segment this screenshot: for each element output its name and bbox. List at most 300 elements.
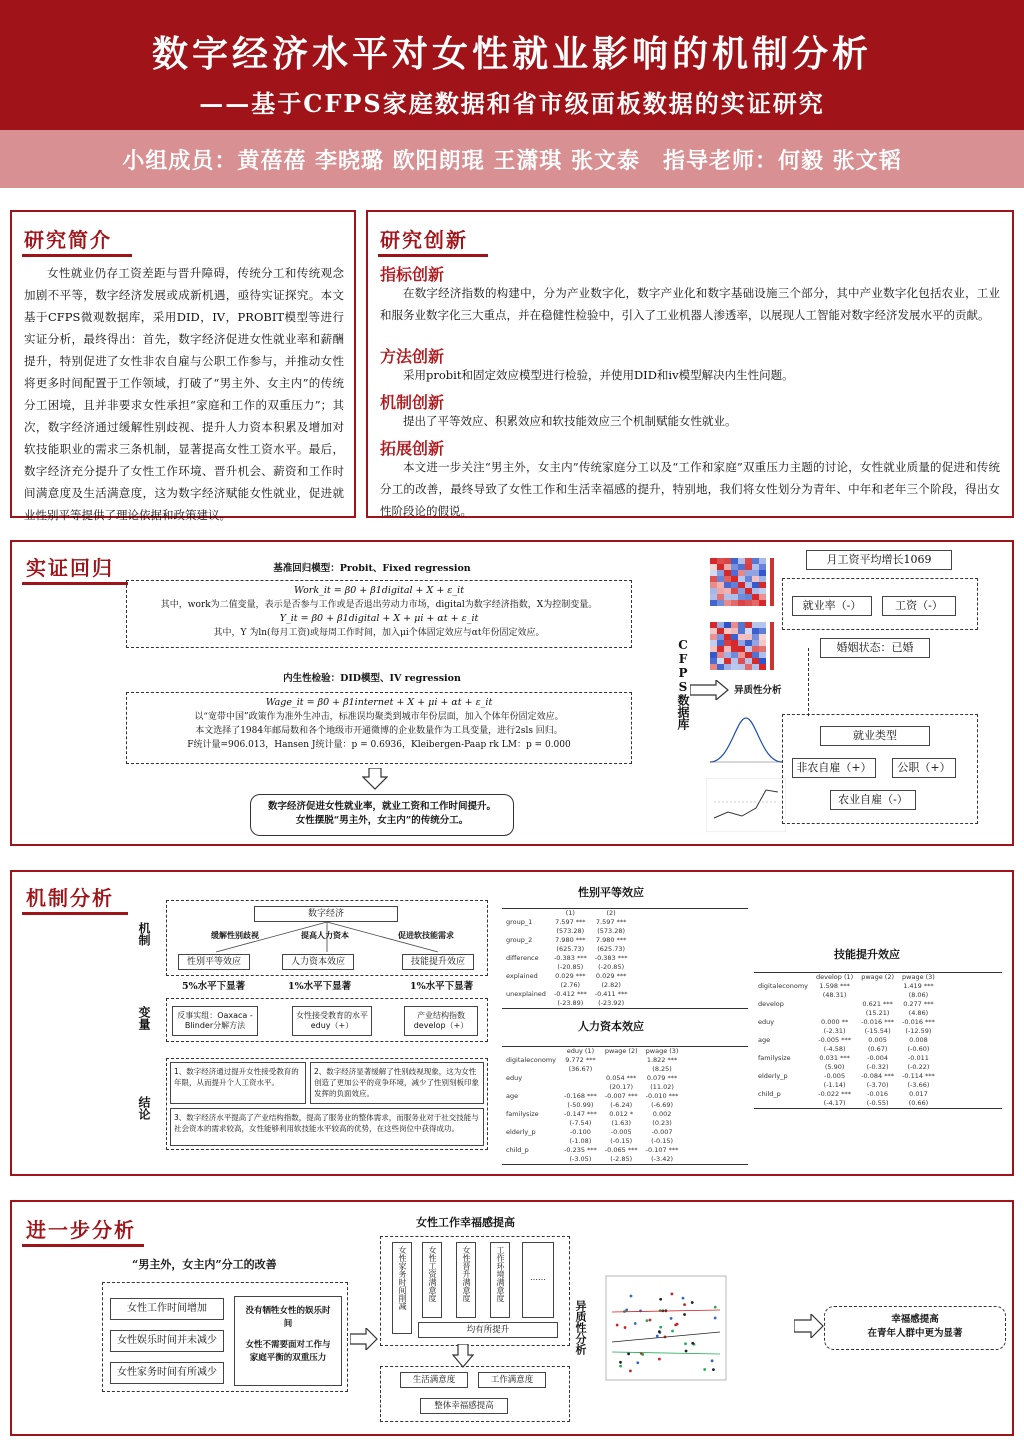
heatmap-cell <box>724 652 731 658</box>
table-cell: (-23.92) <box>598 999 625 1007</box>
table-cell: 0.017 <box>909 1090 928 1098</box>
heatmap-cell <box>710 570 717 576</box>
table3-title: 技能提升效应 <box>834 948 900 961</box>
table-row <box>502 963 632 972</box>
scatter-point <box>691 1342 694 1345</box>
table-cell: (-0.55) <box>866 1099 889 1107</box>
table-cell: 1.419 *** <box>903 982 934 990</box>
table-cell: 0.012 * <box>609 1110 634 1118</box>
table-row <box>502 1128 682 1137</box>
table-row <box>754 1090 939 1099</box>
table-row <box>754 1036 939 1045</box>
table-cell <box>857 982 898 991</box>
side-label-var: 变量 <box>137 1006 151 1030</box>
scatter-point <box>703 1368 706 1371</box>
heatmap-cell <box>752 640 759 646</box>
table-cell <box>502 1101 560 1110</box>
table-cell: -0.022 *** <box>818 1090 851 1098</box>
table-cell: 9.772 *** <box>565 1056 596 1064</box>
table-cell: elderly_p <box>758 1072 788 1080</box>
happy-col-5: …… <box>522 1242 554 1318</box>
heatmap-cell <box>745 652 752 658</box>
scatter-point <box>670 1293 673 1296</box>
heatmap-cell <box>759 634 766 640</box>
channel-2: 提高人力资本 <box>301 931 349 940</box>
scatter-point <box>685 1350 688 1353</box>
heatmap-cell <box>752 570 759 576</box>
table-cell: (-0.15) <box>610 1137 633 1145</box>
tag-agri: 农业自雇（-） <box>830 790 916 810</box>
table-row <box>754 1063 939 1072</box>
table-cell: (-15.54) <box>864 1027 891 1035</box>
heatmap-cell <box>731 622 738 628</box>
table-cell <box>812 1000 857 1009</box>
table-cell: (-23.89) <box>557 999 584 1007</box>
empirical-title: 实证回归 <box>26 556 114 580</box>
table-row <box>502 1083 682 1092</box>
tag-job-type: 就业类型 <box>820 726 930 746</box>
table-cell: 0.002 <box>652 1110 672 1118</box>
table-cell: (-50.99) <box>567 1101 594 1109</box>
left-item-3: 女性家务时间有所减少 <box>110 1362 224 1384</box>
heatmap-cell <box>738 640 745 646</box>
heatmap-cell <box>717 588 724 594</box>
table-cell: (-3.05) <box>569 1155 592 1163</box>
heatmap-cell <box>710 634 717 640</box>
tag-public: 公职（+） <box>892 758 956 778</box>
table1 <box>502 908 748 1009</box>
table-cell: 0.079 *** <box>646 1074 678 1082</box>
table-row <box>502 981 632 990</box>
heatmap-cell <box>745 646 752 652</box>
table-cell: 0.277 *** <box>903 1000 934 1008</box>
heatmap-cell <box>717 582 724 588</box>
heatmap-cell <box>738 646 745 652</box>
table-cell: (8.06) <box>908 991 929 999</box>
further-arrow-3-icon <box>794 1314 824 1338</box>
poster-subtitle: ——基于CFPS家庭数据和省市级面板数据的实证研究 <box>199 89 825 118</box>
table-cell: group_2 <box>506 936 533 944</box>
heatmap-cell <box>752 576 759 582</box>
heatmap-cell <box>717 622 724 628</box>
mech-conc-3: 3、数字经济水平提高了产业结构指数，提高了服务业的整体需求，而服务业对于社交技能与社会资本的需求较高，女性能够利用软技能水平较高的优势，在这些岗位中获得成功。 <box>170 1108 484 1146</box>
heatmap-cell <box>759 664 766 670</box>
heatmap-cell <box>745 600 752 606</box>
table-cell: -0.007 *** <box>604 1092 638 1100</box>
further-panel <box>10 1200 1014 1436</box>
heatmap-cell <box>745 628 752 634</box>
table-cell <box>601 1056 642 1065</box>
table-cell: -0.005 <box>824 1072 846 1080</box>
table-cell: (-4.17) <box>823 1099 846 1107</box>
heatmap-cell <box>724 640 731 646</box>
scatter-point <box>625 1309 628 1312</box>
table-cell: 7.597 *** <box>555 918 586 926</box>
left-mid-box <box>234 1296 342 1386</box>
table-cell: -0.016 <box>867 1090 889 1098</box>
table-cell: (5.90) <box>824 1063 845 1071</box>
channel-1: 缓解性别歧视 <box>211 931 259 940</box>
heatmap-cell <box>738 658 745 664</box>
table-cell: 0.031 *** <box>819 1054 850 1062</box>
heatmap-cell <box>738 664 745 670</box>
table-cell: (-0.60) <box>907 1045 930 1053</box>
mech-root: 数字经济 <box>254 906 398 922</box>
table-cell: (-3.66) <box>907 1081 930 1089</box>
innovation-underline <box>378 254 488 257</box>
heatmap-cell <box>759 652 766 658</box>
table-cell <box>502 999 550 1008</box>
table-cell: (48.31) <box>822 991 847 999</box>
table-header-row <box>754 973 939 982</box>
table-cell: (0.23) <box>652 1119 672 1127</box>
side-label-mech: 机制 <box>137 922 151 946</box>
table-row <box>502 1119 682 1128</box>
heatmap-cell <box>759 628 766 634</box>
mechanism-underline <box>22 912 128 915</box>
scatter-point <box>659 1309 662 1312</box>
table-cell: (-0.15) <box>651 1137 673 1145</box>
heatmap-cell <box>752 588 759 594</box>
further-final-2: 在青年人群中更为显著 <box>867 1328 963 1339</box>
wage-growth-box: 月工资平均增长1069 <box>806 550 952 570</box>
table-cell: -0.016 *** <box>902 1018 935 1026</box>
table-cell: -0.411 *** <box>594 990 628 998</box>
heatmap-cell <box>731 634 738 640</box>
happy-bottom-2: 工作满意度 <box>478 1372 546 1388</box>
table-cell <box>502 1137 560 1146</box>
table-cell: (2.82) <box>601 981 621 989</box>
heatmap-cell <box>717 600 724 606</box>
left-mid-text-1: 没有牺牲女性的娱乐时间 <box>245 1306 331 1329</box>
heatmap-cell <box>738 582 745 588</box>
heatmap-cell <box>710 582 717 588</box>
table-row <box>754 1027 939 1036</box>
happy-col-1: 女性家务时间削减 <box>392 1242 412 1334</box>
table-cell: explained <box>506 972 538 980</box>
table-row <box>502 1146 682 1155</box>
heatmap-cell <box>738 564 745 570</box>
table-cell: -0.005 *** <box>818 1036 851 1044</box>
table-header-cell <box>502 1047 560 1056</box>
table-cell: -0.007 <box>651 1128 673 1136</box>
innovation-panel <box>366 210 1014 518</box>
table-cell: (36.67) <box>568 1065 593 1073</box>
innovation-head-1: 指标创新 <box>380 265 445 284</box>
tag-nonfarm: 非农自雇（+） <box>792 758 876 778</box>
table-cell: (-2.85) <box>610 1155 633 1163</box>
table-cell: -0.383 *** <box>594 954 628 962</box>
heatmap-2 <box>696 618 778 674</box>
heatmap-cell <box>752 634 759 640</box>
table-cell: group_1 <box>506 918 533 926</box>
heatmap-cell <box>724 664 731 670</box>
table-cell: develop <box>758 1000 784 1008</box>
heatmap-cell <box>745 664 752 670</box>
heatmap-cell <box>710 646 717 652</box>
table-cell: (0.66) <box>908 1099 929 1107</box>
heatmap-cell <box>731 664 738 670</box>
sig-2: 1%水平下显著 <box>288 981 352 992</box>
table-cell: (-0.32) <box>866 1063 889 1071</box>
heatmap-cell <box>710 594 717 600</box>
scatter-point <box>682 1297 685 1300</box>
table-row <box>502 918 632 927</box>
heatmap-cell <box>731 576 738 582</box>
heatmap-cell <box>717 658 724 664</box>
table-header-cell: pwage (3) <box>902 973 935 981</box>
heatmap-cell <box>752 646 759 652</box>
sig-1: 5%水平下显著 <box>182 981 246 992</box>
table-row <box>502 999 632 1008</box>
heatmap-cell <box>759 600 766 606</box>
left-item-1: 女性工作时间增加 <box>110 1298 224 1320</box>
table-cell: -0.412 *** <box>553 990 587 998</box>
table-cell: (-20.85) <box>557 963 584 971</box>
heatmap-cell <box>717 594 724 600</box>
scatter-point <box>646 1319 649 1322</box>
table-row <box>754 1099 939 1108</box>
table-cell: (625.73) <box>556 945 585 953</box>
table-cell: -0.168 *** <box>564 1092 597 1100</box>
table-row <box>502 1101 682 1110</box>
table-cell <box>502 1065 560 1074</box>
table-cell: age <box>506 1092 519 1100</box>
heatmap-cell <box>731 582 738 588</box>
heatmap-cell <box>759 576 766 582</box>
table-cell: 0.029 *** <box>595 972 627 980</box>
table-cell: familysize <box>506 1110 539 1118</box>
table-cell: digitaleconomy <box>758 982 809 990</box>
table-cell: (11.02) <box>650 1083 674 1091</box>
table-cell: unexplained <box>506 990 546 998</box>
heatmap-cell <box>710 640 717 646</box>
heatmap-cell <box>731 588 738 594</box>
table-cell: -0.114 *** <box>902 1072 935 1080</box>
heatmap-cell <box>738 634 745 640</box>
table-cell: (-1.08) <box>569 1137 592 1145</box>
heatmap-cell <box>745 564 752 570</box>
table-cell <box>754 1045 812 1054</box>
table-cell: -0.005 <box>610 1128 632 1136</box>
heatmap-cell <box>717 640 724 646</box>
heatmap-cell <box>731 558 738 564</box>
table-cell: age <box>758 1036 771 1044</box>
baseline-head: 基准回归模型：Probit、Fixed regression <box>273 563 471 574</box>
table-row <box>754 1000 939 1009</box>
heatmap-colorbar <box>770 558 774 606</box>
heatmap-cell <box>731 646 738 652</box>
heatmap-cell <box>731 628 738 634</box>
happy-head: 女性工作幸福感提高 <box>416 1216 515 1229</box>
table-cell: (-7.54) <box>569 1119 592 1127</box>
table-cell: (573.28) <box>556 927 585 935</box>
table-cell: 1.822 *** <box>646 1056 678 1064</box>
heatmap-cell <box>717 652 724 658</box>
intro-underline <box>22 254 132 257</box>
intro-panel <box>10 210 356 522</box>
effect-1: 性别平等效应 <box>178 954 250 970</box>
scatter-point <box>684 1342 687 1345</box>
table-cell: eduy <box>506 1074 523 1082</box>
heatmap-cell <box>759 646 766 652</box>
heatmap-cell <box>745 622 752 628</box>
table-row <box>502 945 632 954</box>
further-left-head: “男主外，女主内”分工的改善 <box>132 1258 277 1271</box>
further-arrow-2-icon <box>452 1344 474 1368</box>
heatmap-cell <box>745 658 752 664</box>
heatmap-cell <box>724 594 731 600</box>
heatmap-cell <box>731 594 738 600</box>
endo-head: 内生性检验：DID模型、IV regression <box>283 673 461 684</box>
heatmap-cell <box>752 628 759 634</box>
scatter-point <box>671 1330 674 1333</box>
intro-title: 研究简介 <box>24 228 112 252</box>
table-cell: 0.000 ** <box>821 1018 849 1026</box>
table-cell: (20.17) <box>609 1083 634 1091</box>
table-row <box>502 1056 682 1065</box>
heatmap-cell <box>738 628 745 634</box>
heatmap-cell <box>752 594 759 600</box>
table-cell: (2.76) <box>560 981 581 989</box>
eq-wage-note-2: 本文选择了1984年邮局数和各个地级市开通微博的企业数量作为工具变量，进行2sls 回归。 <box>195 726 563 736</box>
table-header-cell <box>502 909 550 918</box>
heatmap-cell <box>724 600 731 606</box>
var-3: 产业结构指数 develop（+） <box>404 1006 478 1036</box>
table-row <box>502 936 632 945</box>
heatmap-cell <box>759 582 766 588</box>
scatter-point <box>683 1313 686 1316</box>
table-cell: digitaleconomy <box>506 1056 557 1064</box>
eq-work-note: 其中，work为二值变量，表示是否参与工作或是否退出劳动力市场，digital为数字经济指数，X为控制变量。 <box>160 600 598 610</box>
tag-marital: 婚姻状态：已婚 <box>820 638 930 658</box>
table-cell <box>754 1027 812 1036</box>
table-cell: 7.980 *** <box>595 936 627 944</box>
heatmap-cell <box>710 658 717 664</box>
table-cell: (8.25) <box>652 1065 672 1073</box>
heatmap-cell <box>738 622 745 628</box>
table-cell: 0.005 <box>868 1036 887 1044</box>
table2 <box>502 1046 748 1165</box>
heatmap-cell <box>752 558 759 564</box>
table-cell: (-0.22) <box>907 1063 930 1071</box>
table-cell <box>812 1009 857 1018</box>
further-final-box <box>824 1306 1006 1350</box>
mech-conc-2: 2、数字经济显著缓解了性别歧视现象，这为女性创造了更加公平的竞争环境，减少了性别刻板印象发挥的负面效应。 <box>310 1062 484 1104</box>
table-cell: (-4.58) <box>823 1045 846 1053</box>
heatmap-cell <box>710 588 717 594</box>
heatmap-cell <box>752 564 759 570</box>
heatmap-cell <box>759 564 766 570</box>
table-row <box>754 1018 939 1027</box>
table-row <box>754 1045 939 1054</box>
scatter-point <box>659 1298 662 1301</box>
heatmap-cell <box>731 564 738 570</box>
table-row <box>502 1110 682 1119</box>
scatter-point <box>658 1358 661 1361</box>
heatmap-cell <box>710 564 717 570</box>
happy-col-3: 女性晋升满意度 <box>456 1242 476 1318</box>
heatmap-cell <box>724 658 731 664</box>
heatmap-1 <box>696 554 778 610</box>
eq-wage: Wage_it = β0 + β1internet + X + μi + αt + ε_it <box>265 697 493 708</box>
heatmap-cell <box>710 576 717 582</box>
scatter-point <box>712 1368 715 1371</box>
table-row <box>502 972 632 981</box>
innovation-head-2: 方法创新 <box>380 347 445 366</box>
table-cell: difference <box>506 954 539 962</box>
heatmap-cell <box>759 640 766 646</box>
happy-bottom-1: 生活满意度 <box>400 1372 468 1388</box>
scatter-point <box>636 1361 639 1364</box>
heatmap-cell <box>724 646 731 652</box>
mechanism-panel <box>10 870 1014 1176</box>
heatmap-cell <box>717 634 724 640</box>
scatter-point <box>649 1319 652 1322</box>
heatmap-colorbar <box>770 622 774 670</box>
table-row <box>502 954 632 963</box>
heatmap-cell <box>724 628 731 634</box>
channel-3: 促进软技能需求 <box>398 931 454 940</box>
table-cell: (-6.24) <box>610 1101 633 1109</box>
table-cell <box>754 1099 812 1108</box>
mechanism-title: 机制分析 <box>26 886 114 910</box>
heatmap-cell <box>717 628 724 634</box>
tag-connector <box>808 648 809 716</box>
down-arrow-icon <box>362 768 388 790</box>
scatter-point <box>639 1310 642 1313</box>
heatmap-cell <box>724 588 731 594</box>
scatter-point <box>630 1295 633 1298</box>
heatmap-cell <box>738 594 745 600</box>
table-cell: 1.598 *** <box>819 982 850 990</box>
heatmap-cell <box>738 600 745 606</box>
cfps-label: CFPS数据库 <box>676 638 690 730</box>
table-cell <box>502 981 550 990</box>
heatmap-cell <box>724 570 731 576</box>
table-cell: 0.621 *** <box>862 1000 893 1008</box>
heatmap-cell <box>738 570 745 576</box>
table-header-cell <box>754 973 812 982</box>
table-header-cell: pwage (2) <box>861 973 895 981</box>
heatmap-cell <box>710 628 717 634</box>
heatmap-cell <box>731 658 738 664</box>
poster-title: 数字经济水平对女性就业影响的机制分析 <box>151 33 872 75</box>
empirical-conclusion-box <box>250 794 514 836</box>
heatmap-cell <box>724 558 731 564</box>
happy-mid: 均有所提升 <box>418 1322 558 1338</box>
table-row <box>754 1072 939 1081</box>
scatter-point <box>619 1361 622 1364</box>
scatter-point <box>656 1335 659 1338</box>
table-cell: (-12.59) <box>905 1027 932 1035</box>
table-cell <box>502 945 550 954</box>
table3-grid <box>754 973 939 1108</box>
var-2: 女性接受教育的水平eduy（+） <box>292 1006 372 1036</box>
table-cell <box>502 1119 560 1128</box>
table-row <box>502 1155 682 1164</box>
scatter-point <box>676 1323 679 1326</box>
table-cell <box>502 1083 560 1092</box>
heatmap-cell <box>710 558 717 564</box>
table1-grid <box>502 909 632 1008</box>
left-item-2: 女性娱乐时间并未减少 <box>110 1330 224 1352</box>
table-row <box>754 1081 939 1090</box>
heatmap-cell <box>724 634 731 640</box>
table-header-cell: (2) <box>606 909 616 917</box>
scatter-point <box>670 1317 673 1320</box>
empirical-conclusion-1: 数字经济促进女性就业率，就业工资和工作时间提升。 <box>267 801 496 812</box>
